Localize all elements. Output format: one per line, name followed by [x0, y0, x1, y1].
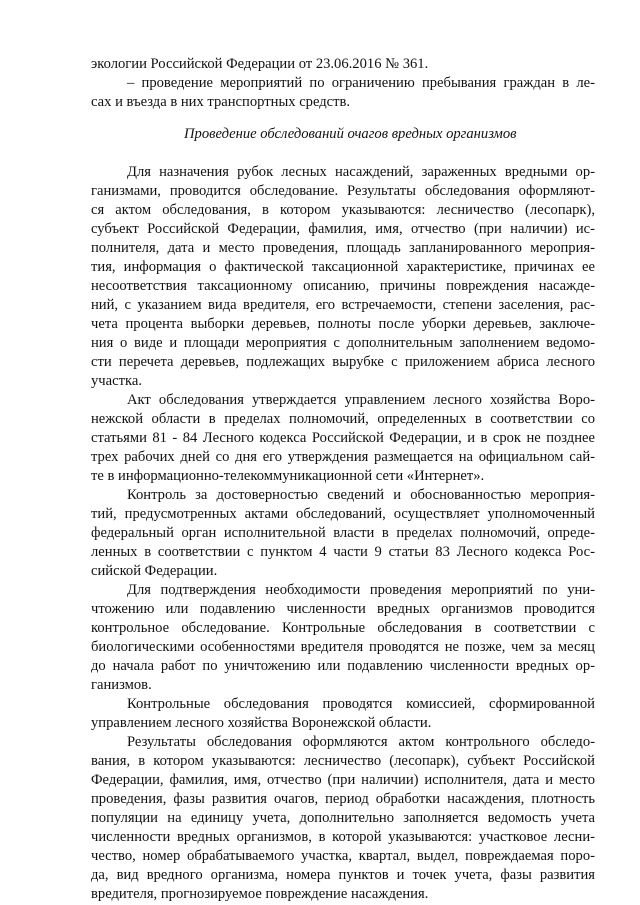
text-line: участка. [91, 373, 142, 389]
text-line: до начала работ по уничтожению или подавлению численности вредных ор- [91, 658, 595, 674]
text-line: ся актом обследования, в котором указываются: лесничество (лесопарк), [91, 202, 595, 218]
text-line: биологическими особенностями вредителя проводятся не позже, чем за месяц [91, 639, 595, 655]
text-line: управлением лесного хозяйства Воронежской области. [91, 715, 432, 731]
text-line: проведения, фазы развития очагов, период обработки насаждения, плотность [91, 791, 595, 807]
text-line: несоответствия таксационному описанию, причины повреждения насажде- [91, 278, 595, 294]
text-line: субъект Российской Федерации, фамилия, имя, отчество (при наличии) ис- [91, 221, 595, 237]
text-line: полнителя, дата и место проведения, площадь запланированного мероприя- [91, 240, 595, 256]
text-line: – проведение мероприятий по ограничению пребывания граждан в ле- [127, 75, 595, 91]
text-line: вредителя, прогнозируемое повреждение насаждения. [91, 886, 429, 902]
text-line: тий, предусмотренных актами обследований, осуществляет уполномоченный [91, 506, 595, 522]
text-line: Контроль за достоверностью сведений и обоснованностью мероприя- [127, 487, 595, 503]
text-line: статьями 81 - 84 Лесного кодекса Российской Федерации, и в срок не позднее [91, 430, 595, 446]
text-line: популяции на единицу учета, дополнительно заполняется ведомость учета [91, 810, 595, 826]
text-line: Для подтверждения необходимости проведения мероприятий по уни- [127, 582, 595, 598]
text-line: сах и въезда в них транспортных средств. [91, 94, 351, 110]
text-line: Результаты обследования оформляются актом контрольного обследо- [127, 734, 595, 750]
text-line: ний, с указанием вида вредителя, его встречаемости, степени заселения, рас- [91, 297, 595, 313]
text-line: чета процента выборки деревьев, полноты после уборки деревьев, заключе- [91, 316, 595, 332]
text-line: Для назначения рубок лесных насаждений, зараженных вредными ор- [127, 164, 595, 180]
text-line: ния о виде и площади мероприятия с дополнительным заполнением ведомо- [91, 335, 595, 351]
text-line: трех рабочих дней со дня его утверждения размещается на официальном сай- [91, 449, 595, 465]
text-line: федеральный орган исполнительной власти в пределах полномочий, опреде- [91, 525, 595, 541]
text-line: чтожению или подавлению численности вредных организмов проводится [91, 601, 595, 617]
section-heading: Проведение обследований очагов вредных организмов [184, 126, 517, 142]
text-line: чество, номер обрабатываемого участка, квартал, выдел, повреждаемая поро- [91, 848, 595, 864]
text-line: сийской Федерации. [91, 563, 218, 579]
text-line: Федерации, фамилия, имя, отчество (при наличии) исполнителя, дата и место [91, 772, 595, 788]
text-line: вания, в котором указываются: лесничество (лесопарк), субъект Российской [91, 753, 595, 769]
text-line: Акт обследования утверждается управлением лесного хозяйства Воро- [127, 392, 595, 408]
text-line: да, вид вредного организма, номера пунктов и точек учета, фазы развития [91, 867, 595, 883]
text-line: контрольное обследование. Контрольные обследования в соответствии с [91, 620, 595, 636]
text-line: ганизмов. [91, 677, 152, 693]
text-line: ленных в соответствии с пунктом 4 части 9 статьи 83 Лесного кодекса Рос- [91, 544, 595, 560]
text-line: Контрольные обследования проводятся комиссией, сформированной [127, 696, 595, 712]
text-line: тия, информация о фактической таксационной характеристике, причинах ее [91, 259, 595, 275]
text-line: сти перечета деревьев, подлежащих вырубке с приложением абриса лесного [91, 354, 595, 370]
text-line: ганизмами, проводится обследование. Результаты обследования оформляют- [91, 183, 595, 199]
text-line: нежской области в пределах полномочий, определенных в соответствии со [91, 411, 595, 427]
text-line: те в информационно-телекоммуникационной сети «Интернет». [91, 468, 485, 484]
text-line: экологии Российской Федерации от 23.06.2016 № 361. [91, 56, 429, 72]
text-line: численности вредных организмов, в которой указываются: участковое лесни- [91, 829, 595, 845]
